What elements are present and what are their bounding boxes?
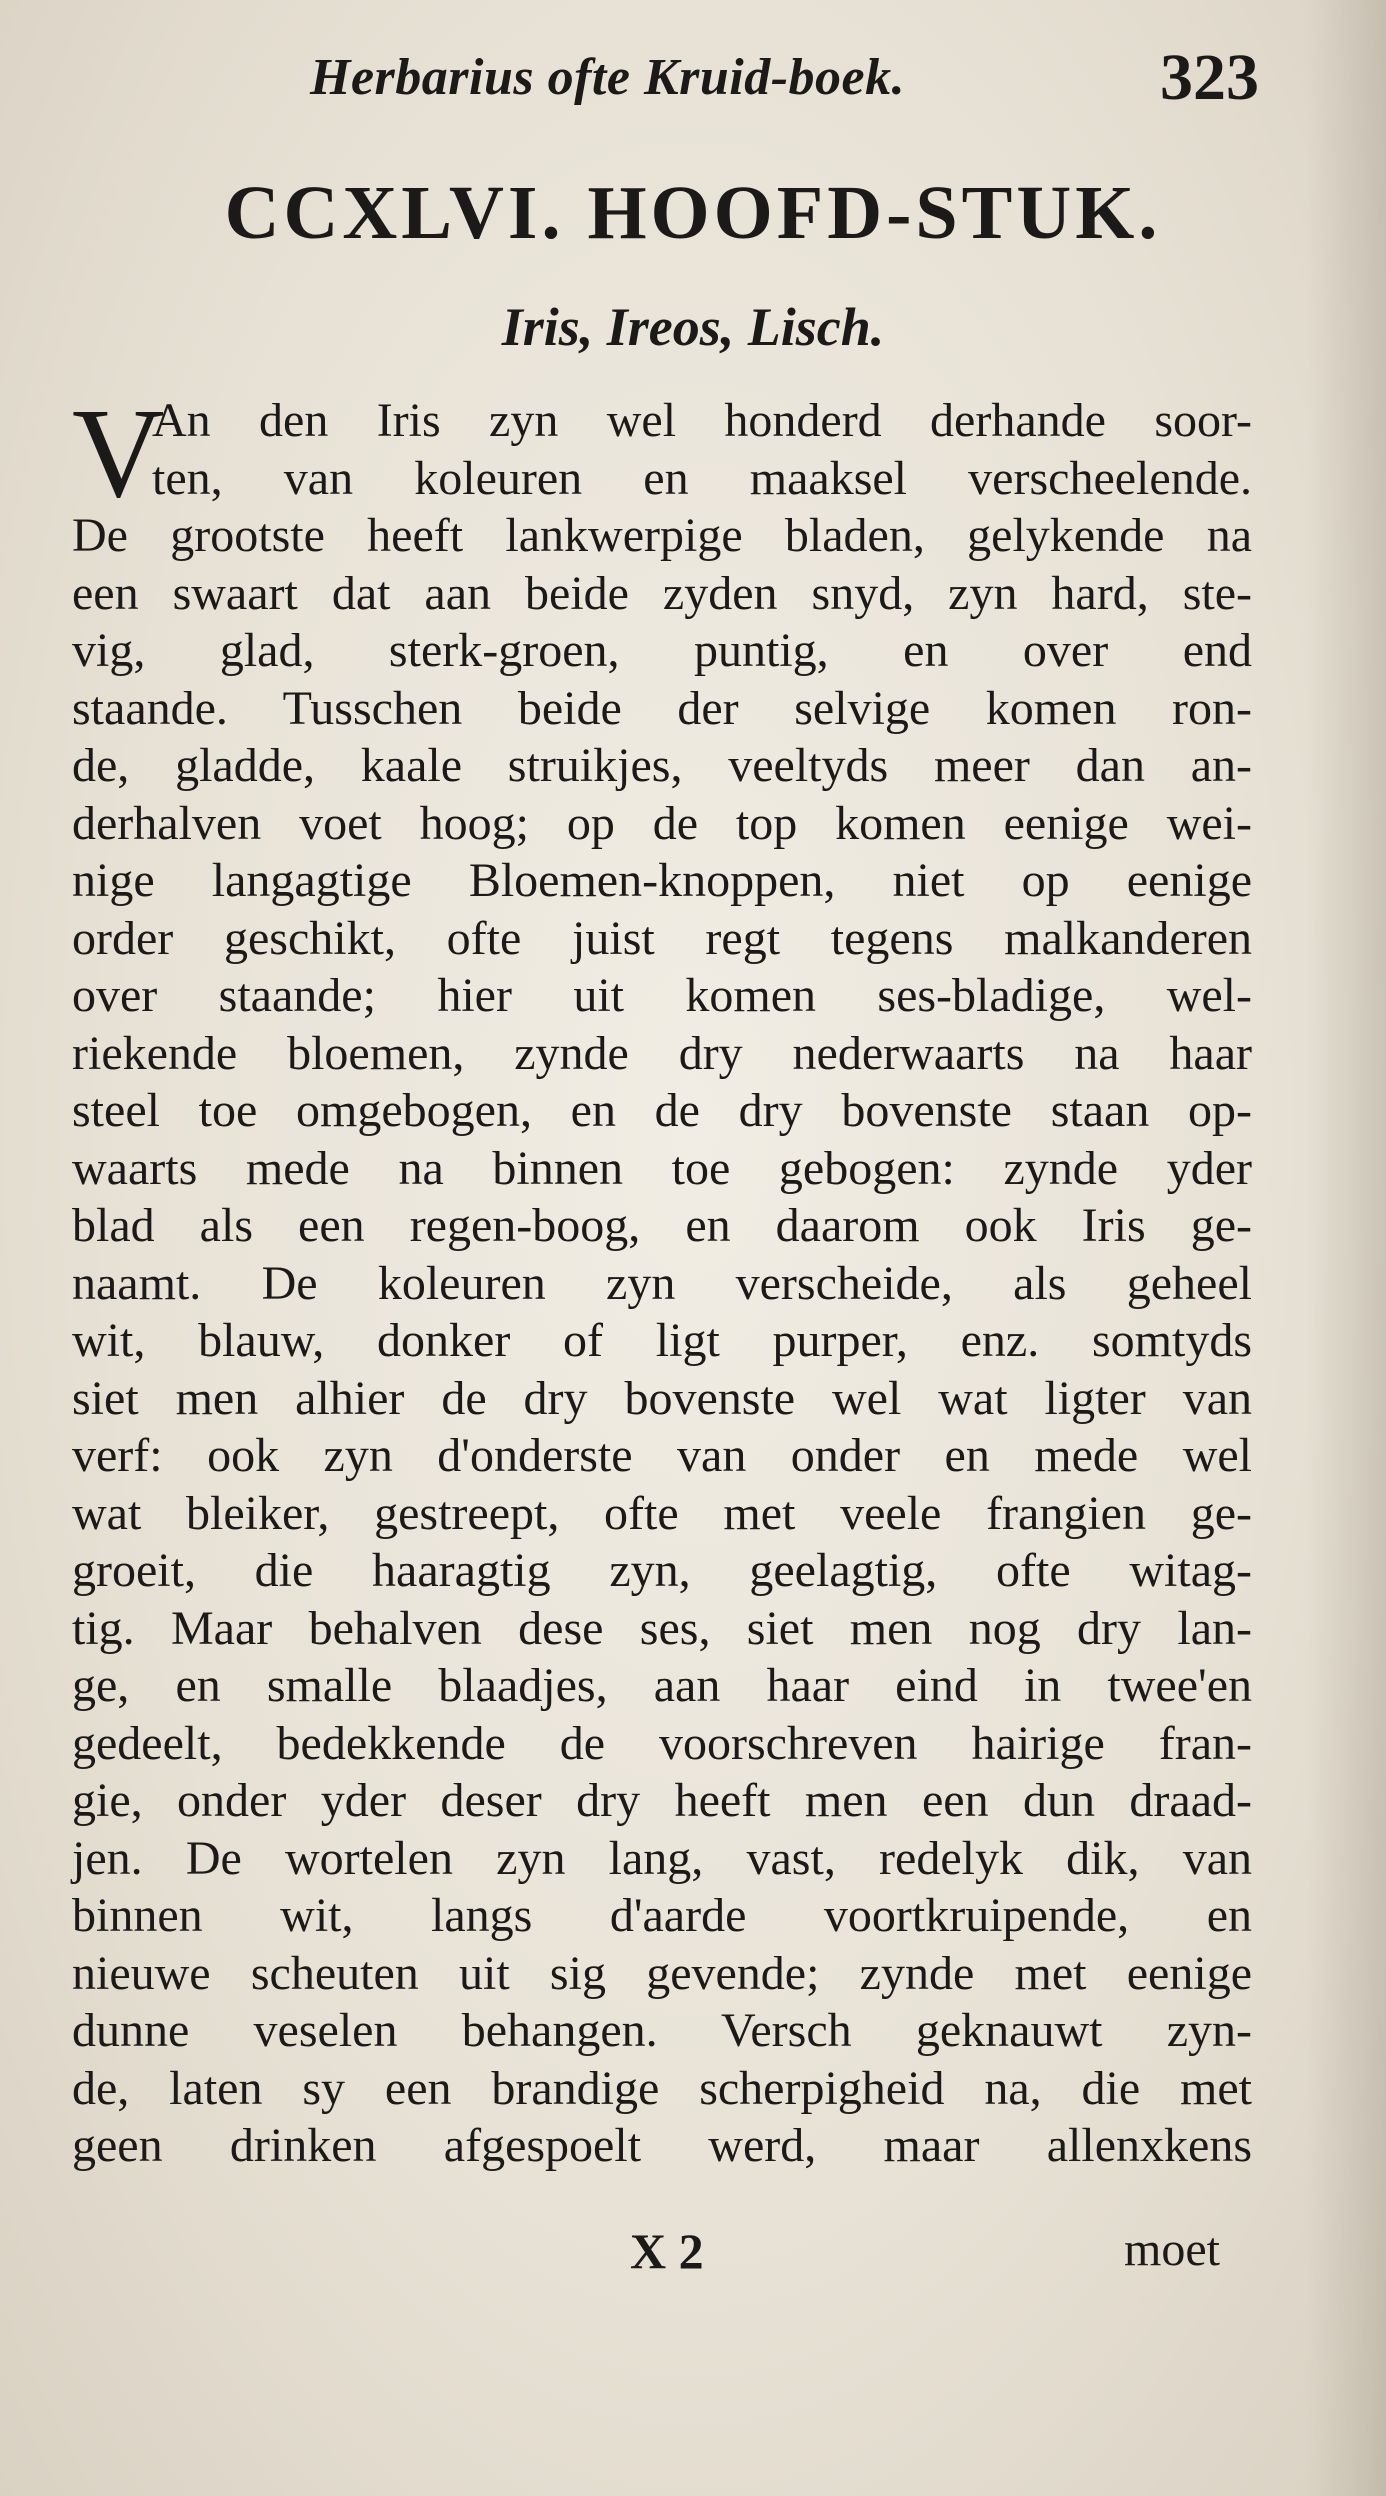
text-line: riekende bloemen, zynde dry nederwaarts na haar (72, 1026, 1252, 1080)
text-line: de, laten sy een brandige scherpigheid na, die met (72, 2061, 1252, 2115)
text-line: staande. Tusschen beide der selvige komen ron- (72, 681, 1252, 735)
text-line: naamt. De koleuren zyn verscheide, als geheel (72, 1256, 1252, 1310)
text-line: de, gladde, kaale struikjes, veeltyds meer dan an- (72, 739, 1252, 792)
text-line: blad als een regen-boog, en daarom ook Iris ge- (72, 1199, 1252, 1252)
text-line: derhalven voet hoog; op de top komen eenige wei- (72, 796, 1252, 850)
drop-capital: V (72, 382, 165, 524)
text-line: gie, onder yder deser dry heeft men een dun draad- (72, 1774, 1252, 1827)
text-line: jen. De wortelen zyn lang, vast, redelyk dik, van (72, 1831, 1252, 1885)
text-line: binnen wit, langs d'aarde voortkruipende, en (72, 1889, 1252, 1942)
page-header (0, 40, 1386, 130)
text-line: order geschikt, ofte juist regt tegens malkanderen (72, 911, 1252, 965)
text-line: ge, en smalle blaadjes, aan haar eind in twee'en (72, 1659, 1252, 1712)
text-line: geen drinken afgespoelt werd, maar allenxkens (72, 2119, 1252, 2172)
text-line: vig, glad, sterk-groen, puntig, en over end (72, 624, 1252, 677)
page-number: 323 (1160, 41, 1259, 114)
text-line: nieuwe scheuten uit sig gevende; zynde met eenige (72, 1946, 1252, 2000)
running-title: Herbarius ofte Kruid-boek. (310, 49, 906, 106)
text-line: De grootste heeft lankwerpige bladen, gelykende na (72, 509, 1252, 562)
text-line: tig. Maar behalven dese ses, siet men nog dry lan- (72, 1601, 1252, 1655)
catchword: moet (1124, 2223, 1220, 2276)
signature-mark: X 2 (630, 2223, 704, 2279)
page-footer (0, 2222, 1386, 2292)
text-line: siet men alhier de dry bovenste wel wat ligter van (72, 1371, 1252, 1425)
text-line: groeit, die haaragtig zyn, geelagtig, ofte witag- (72, 1544, 1252, 1597)
text-line: An den Iris zyn wel honderd derhande soor- (152, 394, 1252, 447)
text-line: ten, van koleuren en maaksel verscheelende. (152, 451, 1252, 505)
text-line: waarts mede na binnen toe gebogen: zynde yder (72, 1141, 1252, 1195)
chapter-subtitle: Iris, Ireos, Lisch. (501, 297, 885, 357)
text-line: gedeelt, bedekkende de voorschreven hairige fran- (72, 1716, 1252, 1770)
text-line: wat bleiker, gestreept, ofte met veele frangien ge- (72, 1486, 1252, 1540)
text-line: verf: ook zyn d'onderste van onder en mede wel (72, 1429, 1252, 1482)
text-line: over staande; hier uit komen ses-bladige, wel- (72, 969, 1252, 1022)
chapter-title: CCXLVI. HOOFD-STUK. (224, 171, 1162, 255)
body-text (72, 382, 1252, 2175)
text-line: wit, blauw, donker of ligt purper, enz. somtyds (72, 1314, 1252, 1367)
page-gutter-shadow (1306, 0, 1386, 2496)
text-line: nige langagtige Bloemen-knoppen, niet op eenige (72, 854, 1252, 907)
text-line: een swaart dat aan beide zyden snyd, zyn hard, ste- (72, 566, 1252, 620)
text-line: dunne veselen behangen. Versch geknauwt zyn- (72, 2004, 1252, 2057)
text-line: steel toe omgebogen, en de dry bovenste staan op- (72, 1084, 1252, 1137)
